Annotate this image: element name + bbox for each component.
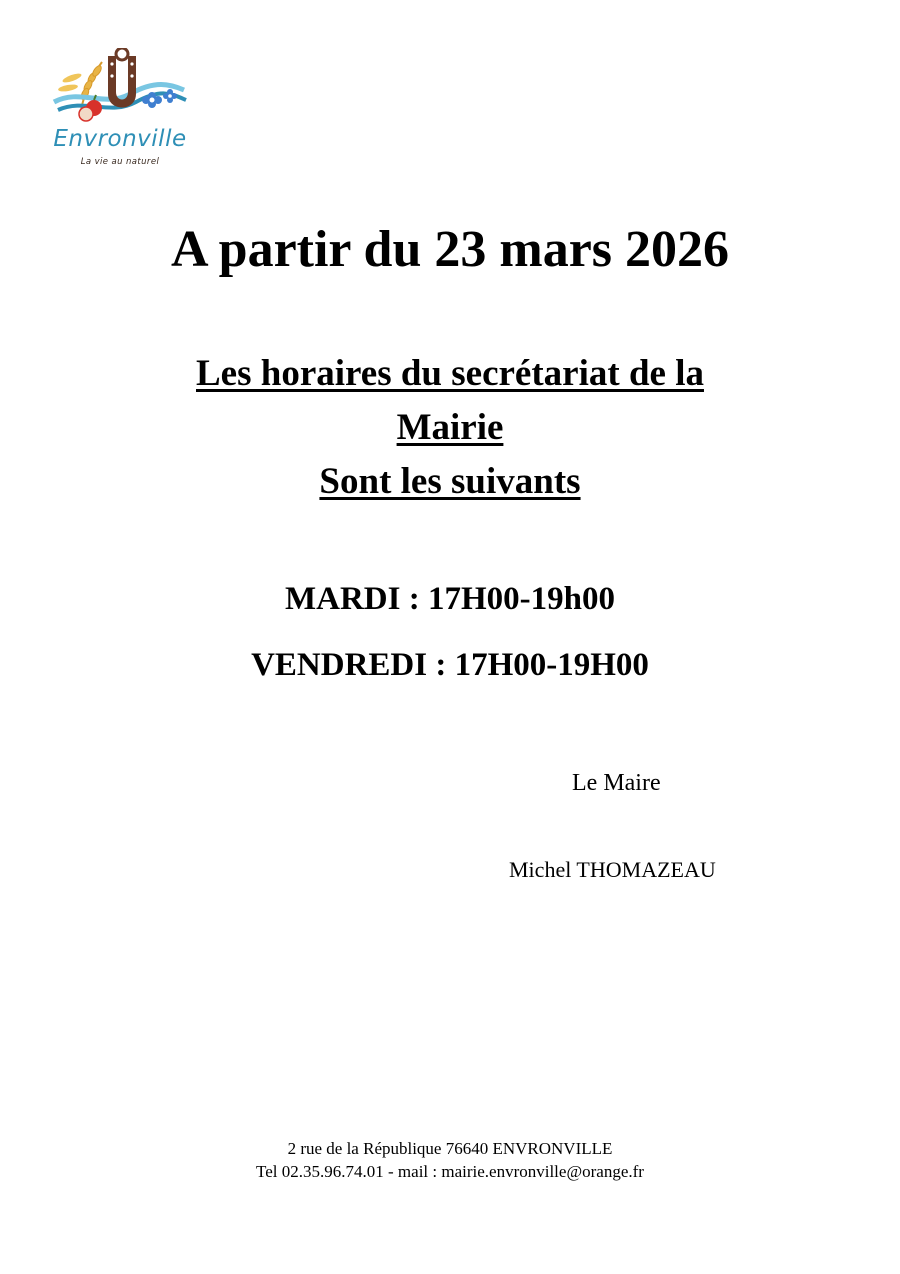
logo-name: Envronville [53, 126, 187, 152]
logo-tagline: La vie au naturel [80, 157, 160, 167]
logo-emblem [50, 48, 190, 128]
notice-subtitle [0, 347, 900, 509]
schedule-friday: VENDREDI : 17H00-19H00 [251, 647, 649, 683]
signature-name: Michel THOMAZEAU [509, 857, 716, 882]
envronville-logo [50, 48, 190, 173]
notice-title: A partir du 23 mars 2026 [170, 221, 730, 278]
schedule-tuesday: MARDI : 17H00-19h00 [285, 581, 615, 617]
subtitle-line-3: Sont les suivants [319, 461, 581, 502]
signature-role: Le Maire [572, 770, 661, 796]
subtitle-line-1: Les horaires du secrétariat de la [196, 353, 704, 394]
footer-contact: Tel 02.35.96.74.01 - mail : mairie.envronville@orange.fr [256, 1162, 644, 1181]
footer-address: 2 rue de la République 76640 ENVRONVILLE [287, 1139, 613, 1158]
subtitle-line-2: Mairie [396, 407, 504, 448]
